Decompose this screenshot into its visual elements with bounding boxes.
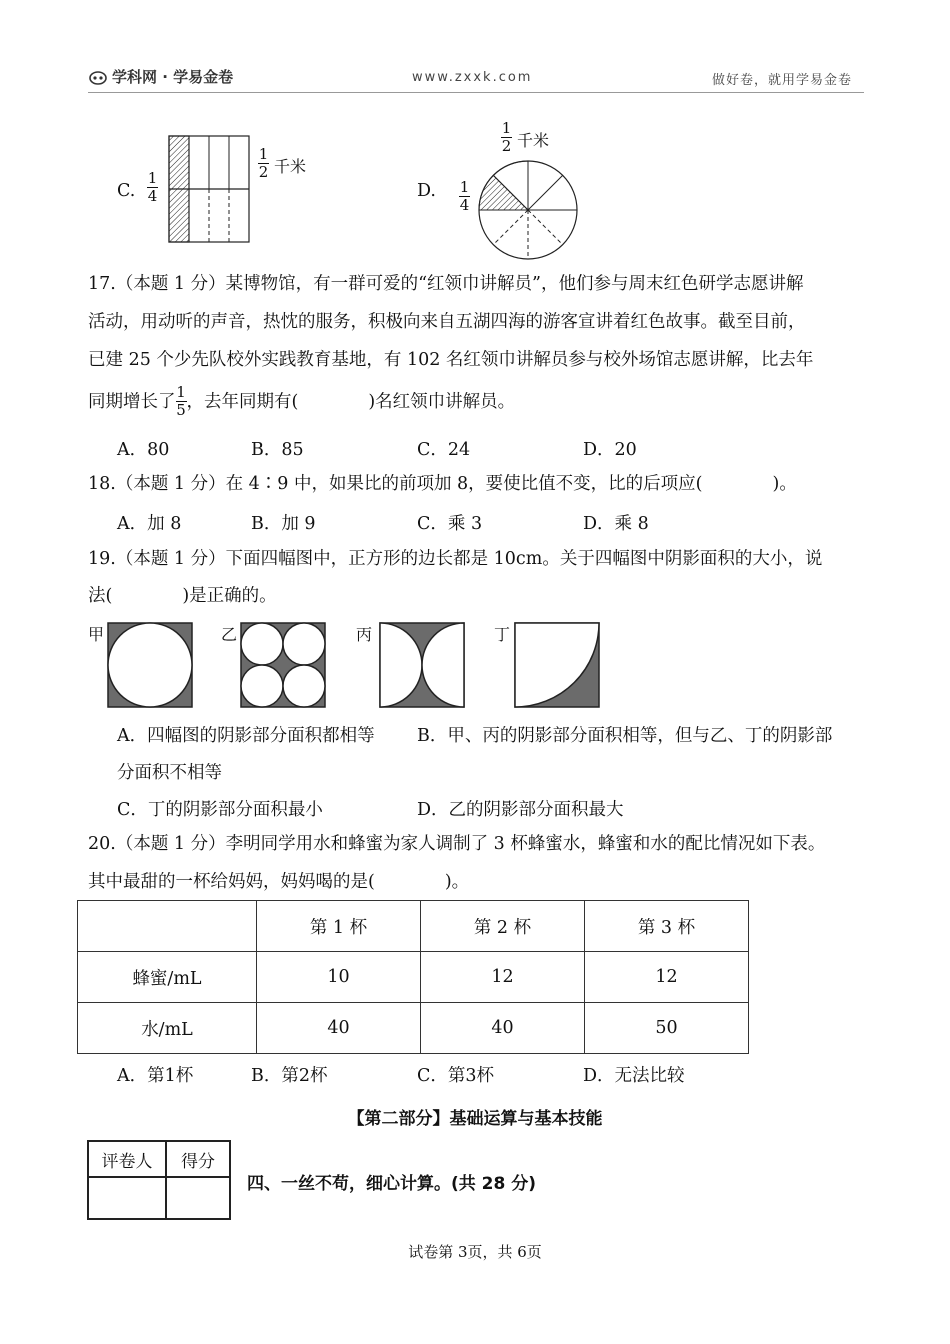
q17-option-a[interactable]: A．80 [117, 440, 170, 460]
q20-option-d[interactable]: D．无法比较 [583, 1066, 685, 1086]
q19-option-b-continued: 分面积不相等 [117, 763, 222, 783]
table-cell: 第 3 杯 [585, 901, 749, 952]
q20-line-1: 20.（本题 1 分）李明同学用水和蜂蜜为家人调制了 3 杯蜂蜜水，蜂蜜和水的配比情况如下表。 [88, 834, 826, 854]
q16-option-c-fraction [147, 170, 158, 205]
part2-title: 【第二部分】基础运算与基本技能 [347, 1109, 603, 1129]
table-cell: 50 [585, 1003, 749, 1054]
q20-option-b[interactable]: B．第2杯 [251, 1066, 328, 1086]
table-cell: 第 1 杯 [257, 901, 421, 952]
page-footer: 试卷第 3页，共 6页 [408, 1243, 542, 1261]
q19-line-1: 19.（本题 1 分）下面四幅图中，正方形的边长都是 10cm。关于四幅图中阴影面积的大小，说 [88, 549, 823, 569]
q19-option-b[interactable]: B．甲、丙的阴影部分面积相等，但与乙、丁的阴影部 [417, 726, 833, 746]
q17-line-4: 同期增长了 $\frac{1}{5}$ ，去年同期有( )名红领巾讲解员。 [88, 383, 516, 419]
table-cell: 第 2 杯 [421, 901, 585, 952]
header-url: www.zxxk.com [412, 70, 533, 85]
table-cell: 水/mL [78, 1003, 257, 1054]
q16-option-c-figure [165, 133, 253, 245]
q19-line-2: 法( )是正确的。 [88, 586, 277, 606]
q19-figure-jia [107, 622, 193, 708]
q17-option-b[interactable]: B．85 [251, 440, 304, 460]
q20-line-2: 其中最甜的一杯给妈妈，妈妈喝的是( )。 [88, 872, 470, 892]
fig-label-jia: 甲 [88, 625, 105, 644]
table-cell: 12 [585, 952, 749, 1003]
q16-option-d-figure [476, 158, 580, 262]
header-logo [88, 66, 233, 87]
q19-figure-yi [240, 622, 326, 708]
q16-option-c-length: 1 2 [258, 145, 269, 181]
table-cell: 40 [257, 1003, 421, 1054]
logo-text: 学科网 · 学易金卷 [112, 68, 234, 86]
logo-icon [88, 69, 108, 85]
table-row [78, 1003, 749, 1054]
q17-option-c[interactable]: C．24 [417, 440, 471, 460]
table-cell: 10 [257, 952, 421, 1003]
score-cell[interactable] [166, 1177, 230, 1219]
q20-table [77, 900, 749, 1054]
q20-option-a[interactable]: A．第1杯 [117, 1066, 194, 1086]
table-header-row [78, 901, 749, 952]
grader-cell[interactable] [88, 1177, 166, 1219]
section-4-heading: 四、一丝不苟，细心计算。(共 28 分) [247, 1174, 537, 1194]
fraction-denominator: 4 [147, 187, 158, 205]
q19-figure-ding [514, 622, 600, 708]
q16-option-c-unit: 千米 [274, 157, 307, 176]
q16-option-d-length: 1 2 [501, 119, 512, 155]
q18-option-b[interactable]: B．加 9 [251, 514, 316, 534]
fig-label-yi: 乙 [221, 625, 238, 644]
q16-option-d-fraction: 1 4 [459, 178, 470, 214]
q17-fraction: $\frac{1}{5}$ [176, 383, 186, 419]
q16-option-d-unit: 千米 [517, 131, 550, 150]
table-cell: 40 [421, 1003, 585, 1054]
q20-option-c[interactable]: C．第3杯 [417, 1066, 495, 1086]
fraction-numerator: 1 [147, 169, 158, 187]
q17-line-2: 活动，用动听的声音，热忱的服务，积极向来自五湖四海的游客宣讲着红色故事。截至目前， [88, 312, 806, 332]
header-slogan: 做好卷，就用学易金卷 [712, 73, 853, 88]
q17-line-1: 17.（本题 1 分）某博物馆，有一群可爱的“红领巾讲解员”，他们参与周末红色研学志愿讲解 [88, 274, 804, 294]
q16-option-d-label: D. [417, 181, 436, 201]
q18-option-a[interactable]: A．加 8 [117, 514, 182, 534]
q17-option-d[interactable]: D．20 [583, 440, 637, 460]
table-cell [78, 901, 257, 952]
table-cell: 蜂蜜/mL [78, 952, 257, 1003]
table-row [78, 952, 749, 1003]
q18-option-d[interactable]: D．乘 8 [583, 514, 649, 534]
q19-option-a[interactable]: A．四幅图的阴影部分面积都相等 [117, 726, 375, 746]
q16-option-c-label: C. [117, 181, 136, 201]
score-box [87, 1140, 231, 1220]
score-header: 得分 [166, 1141, 230, 1177]
header-divider [88, 92, 864, 93]
q19-option-c[interactable]: C．丁的阴影部分面积最小 [117, 800, 323, 820]
fig-label-ding: 丁 [494, 625, 511, 644]
q19-option-d[interactable]: D．乙的阴影部分面积最大 [417, 800, 624, 820]
q17-line-3: 已建 25 个少先队校外实践教育基地，有 102 名红领巾讲解员参与校外场馆志愿讲解，比去年 [88, 350, 814, 370]
table-cell: 12 [421, 952, 585, 1003]
q19-figure-bing [379, 622, 465, 708]
fig-label-bing: 丙 [356, 625, 373, 644]
q18-option-c[interactable]: C．乘 3 [417, 514, 483, 534]
q18-line-1: 18.（本题 1 分）在 4∶9 中，如果比的前项加 8，要使比值不变，比的后项应( )。 [88, 474, 797, 494]
grader-header: 评卷人 [88, 1141, 166, 1177]
